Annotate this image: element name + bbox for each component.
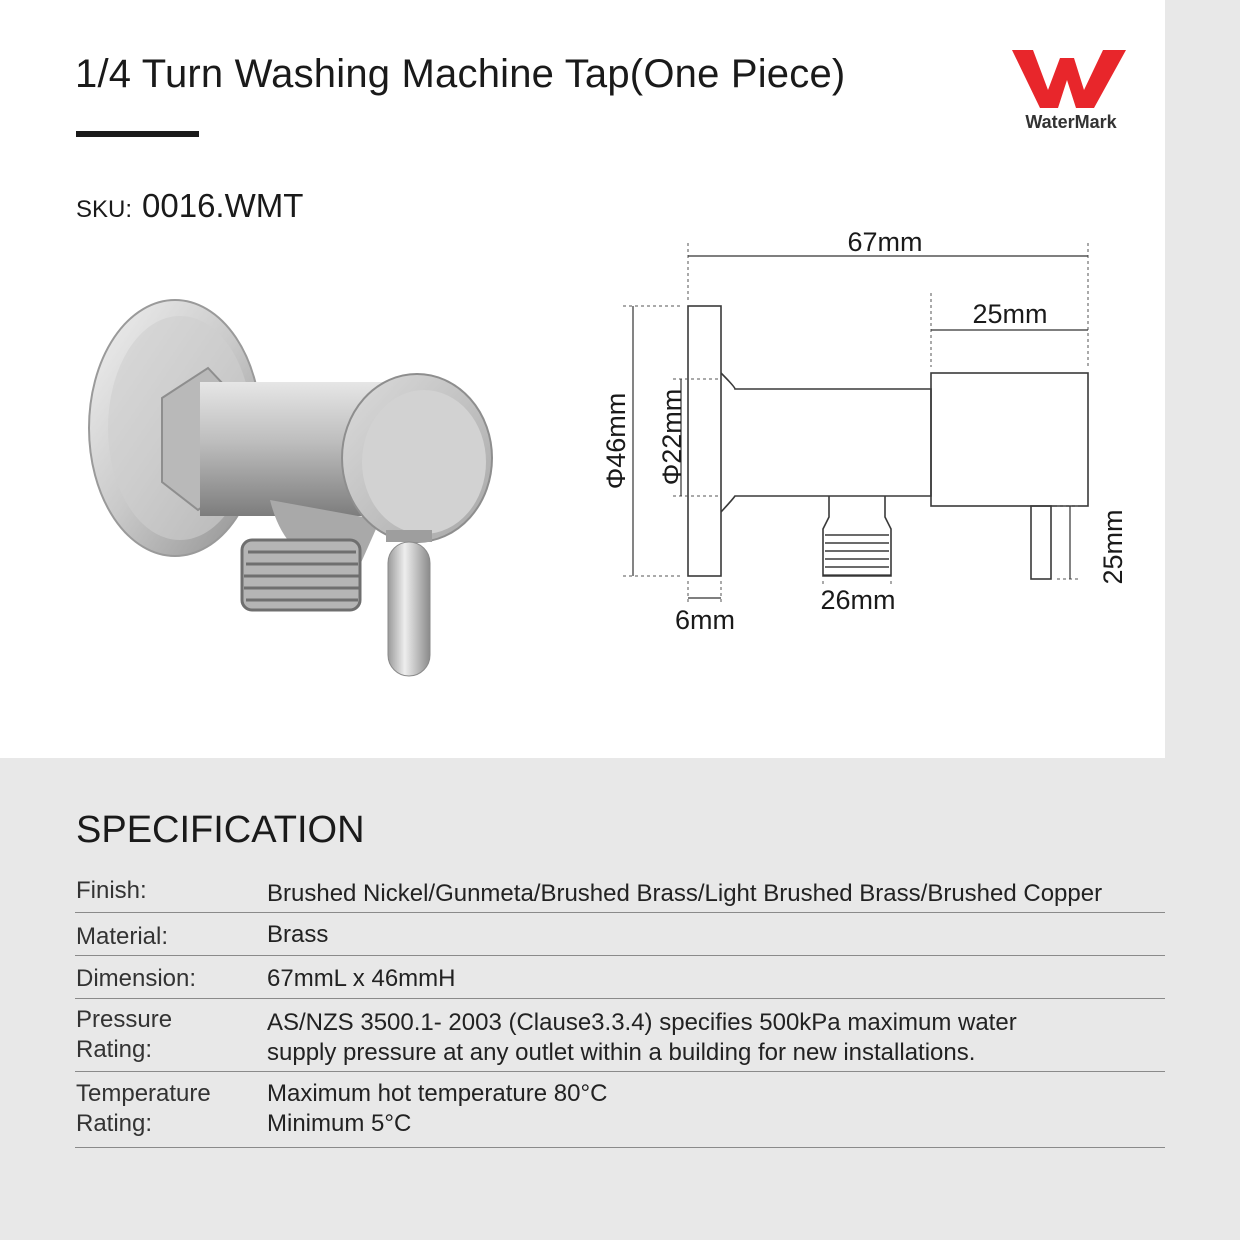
spec-row-temperature-rating	[75, 1072, 1165, 1148]
spec-value: Brushed Nickel/Gunmeta/Brushed Brass/Light Brushed Brass/Brushed Copper	[267, 880, 1103, 907]
specification-heading: SPECIFICATION	[76, 809, 365, 851]
title-underline	[76, 131, 199, 137]
spec-value: Brass	[267, 921, 329, 948]
dim-plate-thickness: 6mm	[675, 605, 735, 635]
spec-label: Material:	[76, 923, 169, 950]
watermark-w-icon	[1008, 44, 1134, 112]
sku-value: 0016.WMT	[142, 187, 304, 224]
spec-row-material	[75, 913, 1165, 956]
technical-drawing	[585, 225, 1145, 645]
spec-label: Finish:	[76, 877, 147, 904]
spec-label: Pressure Rating:	[76, 1006, 173, 1063]
spec-label: Dimension:	[76, 965, 197, 992]
dim-thread-width: 26mm	[820, 585, 896, 615]
spec-label: Temperature Rating:	[76, 1080, 211, 1137]
thread	[242, 540, 360, 610]
spec-value: 67mmL x 46mmH	[267, 965, 456, 992]
dim-overall-length: 67mm	[847, 227, 923, 257]
product-image	[80, 290, 510, 690]
watermark-logo	[1008, 44, 1134, 139]
dim-stem-diameter: Φ22mm	[657, 388, 687, 486]
spec-row-dimension	[75, 956, 1165, 999]
dim-body-length: 25mm	[972, 299, 1048, 329]
spec-value: Maximum hot temperature 80°C Minimum 5°C	[267, 1080, 608, 1137]
spec-row-pressure-rating	[75, 999, 1165, 1072]
watermark-text: WaterMark	[1025, 112, 1117, 132]
spec-row-finish	[75, 870, 1165, 913]
dim-handle-length: 25mm	[1098, 509, 1128, 585]
dim-plate-diameter: Φ46mm	[601, 392, 631, 490]
sku-line	[76, 186, 303, 230]
spec-value: AS/NZS 3500.1- 2003 (Clause3.3.4) specifies 500kPa maximum water supply pressure at any outlet within a building for new installations.	[267, 1009, 1017, 1066]
specification-table	[75, 870, 1165, 1148]
page-title: 1/4 Turn Washing Machine Tap(One Piece)	[75, 52, 846, 96]
sku-label: SKU:	[76, 196, 133, 223]
